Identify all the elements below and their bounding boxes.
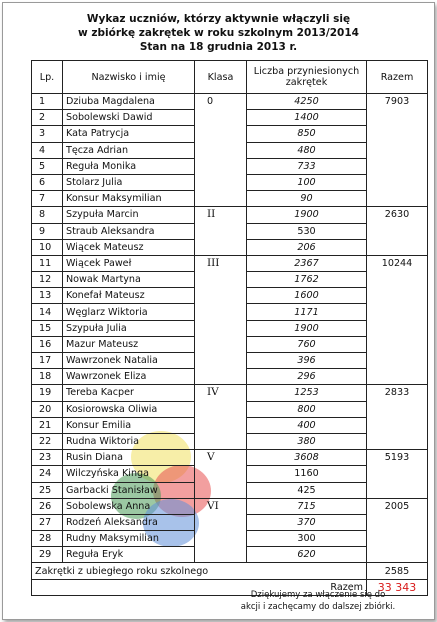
row-number: 13 [32,288,63,304]
row-number: 2 [32,110,63,126]
table-body [32,94,428,563]
caps-count: 733 [247,158,367,174]
student-name: Stolarz Julia [63,174,195,190]
student-name: Tęcza Adrian [63,142,195,158]
document-page [2,2,435,620]
row-number: 9 [32,223,63,239]
row-number: 1 [32,94,63,110]
table-row [32,255,428,271]
caps-count: 1160 [247,466,367,482]
student-name: Rusin Diana [63,450,195,466]
table-row [32,94,428,110]
row-number: 5 [32,158,63,174]
row-number: 14 [32,304,63,320]
caps-count: 760 [247,336,367,352]
student-name: Konsur Emilia [63,417,195,433]
class-total: 2630 [367,207,428,256]
caps-count: 620 [247,547,367,563]
row-number: 21 [32,417,63,433]
student-name: Sobolewski Dawid [63,110,195,126]
caps-count: 850 [247,126,367,142]
caps-count: 1600 [247,288,367,304]
student-name: Wilczyńska Kinga [63,466,195,482]
student-name: Kosiorowska Oliwia [63,401,195,417]
class-total: 10244 [367,255,428,385]
caps-count: 530 [247,223,367,239]
caps-count: 100 [247,174,367,190]
row-number: 11 [32,255,63,271]
class-total: 5193 [367,450,428,499]
student-name: Szypuła Marcin [63,207,195,223]
class-cell: VI [195,498,247,563]
caps-count: 3608 [247,450,367,466]
table-row [32,450,428,466]
table-header-row [32,61,428,94]
row-number: 19 [32,385,63,401]
row-number: 17 [32,353,63,369]
caps-count: 715 [247,498,367,514]
header-count: Liczba przyniesionych zakrętek [247,61,367,94]
row-number: 23 [32,450,63,466]
student-name: Konsur Maksymilian [63,191,195,207]
student-name: Węglarz Wiktoria [63,304,195,320]
student-name: Rudna Wiktoria [63,433,195,449]
student-name: Wiącek Paweł [63,255,195,271]
class-total: 2833 [367,385,428,450]
row-number: 25 [32,482,63,498]
student-name: Wiącek Mateusz [63,239,195,255]
class-cell: II [195,207,247,256]
student-name: Reguła Eryk [63,547,195,563]
thanks-line-1: Dziękujemy za włączenie się do [250,590,386,600]
student-name: Konefał Mateusz [63,288,195,304]
caps-count: 1171 [247,304,367,320]
class-total: 2005 [367,498,428,563]
table-row [32,207,428,223]
row-number: 10 [32,239,63,255]
student-name: Reguła Monika [63,158,195,174]
header-name: Nazwisko i imię [63,61,195,94]
class-cell: IV [195,385,247,450]
thanks-line-2: akcji i zachęcamy do dalszej zbiórki. [240,602,396,612]
row-number: 6 [32,174,63,190]
row-number: 27 [32,514,63,530]
student-name: Sobolewska Anna [63,498,195,514]
previous-year-row [32,563,428,579]
caps-count: 1253 [247,385,367,401]
students-table [31,60,428,596]
total-label: Razem [32,579,367,595]
row-number: 28 [32,531,63,547]
table-row [32,385,428,401]
caps-count: 396 [247,353,367,369]
header-razem: Razem [367,61,428,94]
caps-count: 206 [247,239,367,255]
header-klasa: Klasa [195,61,247,94]
row-number: 22 [32,433,63,449]
row-number: 26 [32,498,63,514]
thank-you-note [223,589,413,613]
document-title [3,12,434,54]
caps-count: 2367 [247,255,367,271]
caps-count: 380 [247,433,367,449]
caps-count: 1900 [247,320,367,336]
class-cell: 0 [195,94,247,207]
row-number: 15 [32,320,63,336]
caps-count: 4250 [247,94,367,110]
class-total: 7903 [367,94,428,207]
class-cell: V [195,450,247,499]
caps-count: 480 [247,142,367,158]
title-line-2: w zbiórkę zakrętek w roku szkolnym 2013/2014 [78,27,359,39]
row-number: 24 [32,466,63,482]
student-name: Kata Patrycja [63,126,195,142]
previous-year-label: Zakrętki z ubiegłego roku szkolnego [32,563,367,579]
row-number: 8 [32,207,63,223]
caps-count: 425 [247,482,367,498]
student-name: Wawrzonek Eliza [63,369,195,385]
row-number: 20 [32,401,63,417]
title-line-1: Wykaz uczniów, którzy aktywnie włączyli się [86,13,351,25]
caps-count: 1400 [247,110,367,126]
header-lp: Lp. [32,61,63,94]
row-number: 3 [32,126,63,142]
student-name: Szypuła Julia [63,320,195,336]
student-name: Rudny Maksymilian [63,531,195,547]
table-row [32,498,428,514]
caps-count: 370 [247,514,367,530]
student-name: Mazur Mateusz [63,336,195,352]
student-name: Garbacki Stanisław [63,482,195,498]
student-name: Tereba Kacper [63,385,195,401]
student-name: Nowak Martyna [63,272,195,288]
row-number: 18 [32,369,63,385]
row-number: 4 [32,142,63,158]
caps-count: 300 [247,531,367,547]
previous-year-value: 2585 [367,563,428,579]
total-value: 33 343 [367,579,428,595]
caps-count: 90 [247,191,367,207]
student-name: Straub Aleksandra [63,223,195,239]
row-number: 16 [32,336,63,352]
caps-count: 1900 [247,207,367,223]
student-name: Rodzeń Aleksandra [63,514,195,530]
caps-count: 400 [247,417,367,433]
title-line-3: Stan na 18 grudnia 2013 r. [139,41,298,53]
student-name: Wawrzonek Natalia [63,353,195,369]
row-number: 7 [32,191,63,207]
class-cell: III [195,255,247,385]
caps-count: 1762 [247,272,367,288]
student-name: Dziuba Magdalena [63,94,195,110]
caps-count: 296 [247,369,367,385]
row-number: 12 [32,272,63,288]
row-number: 29 [32,547,63,563]
caps-count: 800 [247,401,367,417]
